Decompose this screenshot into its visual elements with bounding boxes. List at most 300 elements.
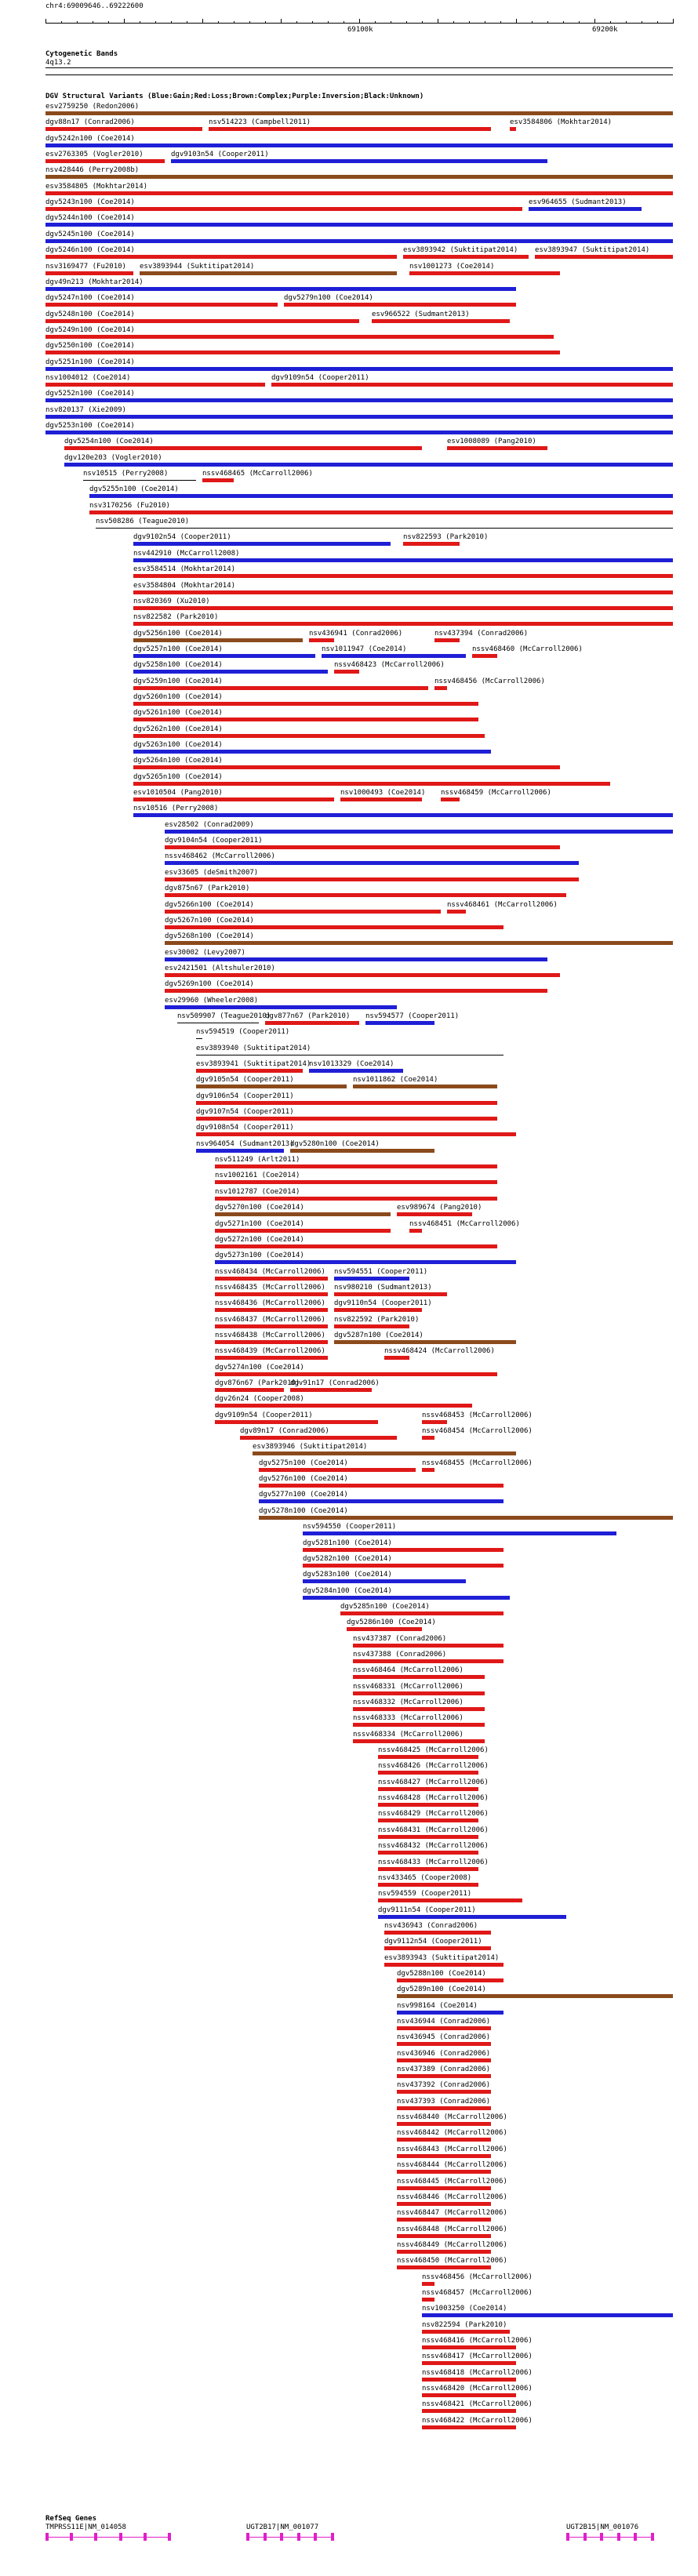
sv-feature-bar[interactable]	[133, 622, 673, 626]
sv-feature-label[interactable]: nssv468444 (McCarroll2006)	[397, 2161, 507, 2170]
sv-feature-bar[interactable]	[215, 1164, 497, 1168]
sv-feature-bar[interactable]	[409, 1229, 422, 1233]
sv-feature-bar[interactable]	[353, 1644, 504, 1648]
sv-feature-label[interactable]: dgv5245n100 (Coe2014)	[45, 230, 135, 238]
sv-feature-label[interactable]: nsv433465 (Cooper2008)	[378, 1873, 472, 1882]
sv-feature-label[interactable]: nsv820369 (Xu2010)	[133, 597, 210, 605]
sv-feature-bar[interactable]	[215, 1372, 497, 1376]
sv-feature-bar[interactable]	[397, 2106, 491, 2110]
sv-feature-label[interactable]: nssv468464 (McCarroll2006)	[353, 1666, 464, 1675]
sv-feature-bar[interactable]	[45, 159, 165, 163]
sv-feature-bar[interactable]	[64, 463, 673, 467]
sv-feature-label[interactable]: dgv5282n100 (Coe2014)	[303, 1554, 392, 1563]
sv-feature-label[interactable]: dgv5253n100 (Coe2014)	[45, 422, 135, 430]
sv-feature-label[interactable]: nsv1004012 (Coe2014)	[45, 373, 131, 382]
sv-feature-label[interactable]: nssv468428 (McCarroll2006)	[378, 1794, 489, 1803]
sv-feature-label[interactable]: nssv468440 (McCarroll2006)	[397, 2113, 507, 2122]
sv-feature-label[interactable]: dgv5265n100 (Coe2014)	[133, 772, 223, 781]
sv-feature-label[interactable]: nssv468331 (McCarroll2006)	[353, 1682, 464, 1691]
sv-feature-bar[interactable]	[441, 798, 460, 801]
sv-feature-label[interactable]: dgv5266n100 (Coe2014)	[165, 900, 254, 909]
sv-feature-label[interactable]: nssv468417 (McCarroll2006)	[422, 2353, 533, 2361]
sv-feature-label[interactable]: nssv468439 (McCarroll2006)	[215, 1347, 325, 1356]
sv-feature-label[interactable]: nssv468424 (McCarroll2006)	[384, 1347, 495, 1356]
sv-feature-label[interactable]: nssv468431 (McCarroll2006)	[378, 1826, 489, 1834]
sv-feature-bar[interactable]	[196, 1069, 303, 1073]
sv-feature-label[interactable]: nsv822594 (Park2010)	[422, 2320, 507, 2329]
sv-feature-bar[interactable]	[397, 2218, 491, 2222]
sv-feature-label[interactable]: nsv1013329 (Coe2014)	[309, 1060, 394, 1068]
sv-feature-bar[interactable]	[378, 1915, 566, 1919]
sv-feature-label[interactable]: esv28502 (Conrad2009)	[165, 820, 254, 829]
sv-feature-label[interactable]: nsv1011947 (Coe2014)	[322, 645, 407, 653]
sv-feature-label[interactable]: esv3893943 (Suktitipat2014)	[384, 1953, 500, 1962]
sv-feature-bar[interactable]	[372, 319, 510, 323]
sv-feature-bar[interactable]	[45, 287, 516, 291]
sv-feature-bar[interactable]	[334, 670, 359, 674]
sv-feature-bar[interactable]	[45, 255, 397, 259]
sv-feature-label[interactable]: dgv88n17 (Conrad2006)	[45, 118, 135, 127]
sv-feature-bar[interactable]	[215, 1260, 516, 1264]
sv-feature-bar[interactable]	[397, 2202, 491, 2206]
sv-feature-label[interactable]: nssv468423 (McCarroll2006)	[334, 661, 445, 670]
sv-feature-bar[interactable]	[303, 1548, 504, 1552]
sv-feature-bar[interactable]	[45, 415, 673, 419]
sv-feature-bar[interactable]	[403, 542, 460, 546]
sv-feature-label[interactable]: dgv876n67 (Park2010)	[215, 1379, 300, 1387]
sv-feature-bar[interactable]	[397, 2250, 491, 2254]
sv-feature-label[interactable]: nsv508286 (Teague2010)	[96, 518, 190, 526]
sv-feature-label[interactable]: nsv1011862 (Coe2014)	[353, 1076, 438, 1085]
sv-feature-bar[interactable]	[422, 1436, 434, 1440]
sv-feature-bar[interactable]	[422, 2313, 673, 2317]
sv-feature-label[interactable]: nssv468420 (McCarroll2006)	[422, 2385, 533, 2393]
sv-feature-label[interactable]: nssv468456 (McCarroll2006)	[434, 677, 545, 685]
sv-feature-bar[interactable]	[215, 1404, 472, 1408]
sv-feature-bar[interactable]	[83, 480, 196, 481]
sv-feature-label[interactable]: nssv468333 (McCarroll2006)	[353, 1714, 464, 1723]
sv-feature-bar[interactable]	[303, 1596, 510, 1600]
sv-feature-label[interactable]: dgv9106n54 (Cooper2011)	[196, 1092, 294, 1100]
sv-feature-label[interactable]: dgv9109n54 (Cooper2011)	[215, 1411, 313, 1419]
sv-feature-bar[interactable]	[397, 2154, 491, 2158]
sv-feature-label[interactable]: dgv9105n54 (Cooper2011)	[196, 1076, 294, 1085]
sv-feature-bar[interactable]	[378, 1755, 478, 1759]
sv-feature-bar[interactable]	[240, 1436, 397, 1440]
sv-feature-bar[interactable]	[309, 1069, 403, 1073]
sv-feature-bar[interactable]	[384, 1931, 491, 1935]
sv-feature-label[interactable]: dgv5247n100 (Coe2014)	[45, 294, 135, 303]
sv-feature-label[interactable]: dgv9102n54 (Cooper2011)	[133, 533, 231, 542]
sv-feature-bar[interactable]	[397, 2265, 491, 2269]
sv-feature-bar[interactable]	[265, 1021, 359, 1025]
sv-feature-label[interactable]: nsv594559 (Cooper2011)	[378, 1890, 472, 1898]
sv-feature-label[interactable]: dgv5289n100 (Coe2014)	[397, 1986, 486, 1994]
sv-feature-bar[interactable]	[133, 718, 478, 721]
sv-feature-bar[interactable]	[397, 2138, 491, 2142]
sv-feature-bar[interactable]	[133, 686, 428, 690]
sv-feature-bar[interactable]	[165, 989, 547, 993]
sv-feature-bar[interactable]	[422, 2425, 516, 2429]
sv-feature-bar[interactable]	[202, 478, 234, 482]
sv-feature-label[interactable]: nsv594551 (Cooper2011)	[334, 1267, 428, 1276]
sv-feature-bar[interactable]	[215, 1277, 328, 1281]
sv-feature-bar[interactable]	[334, 1340, 516, 1344]
sv-feature-bar[interactable]	[397, 1994, 673, 1998]
sv-feature-bar[interactable]	[378, 1835, 478, 1839]
sv-feature-bar[interactable]	[253, 1451, 516, 1455]
sv-feature-label[interactable]: nsv436941 (Conrad2006)	[309, 629, 403, 638]
sv-feature-label[interactable]: esv1010504 (Pang2010)	[133, 789, 223, 798]
sv-feature-bar[interactable]	[165, 1005, 397, 1009]
sv-feature-label[interactable]: nsv437389 (Conrad2006)	[397, 2066, 491, 2074]
sv-feature-label[interactable]: nsv1003250 (Coe2014)	[422, 2305, 507, 2313]
sv-feature-bar[interactable]	[215, 1324, 328, 1328]
sv-feature-label[interactable]: nsv980210 (Sudmant2013)	[334, 1283, 432, 1292]
sv-feature-label[interactable]: esv3584804 (Mokhtar2014)	[133, 581, 236, 590]
sv-feature-bar[interactable]	[397, 2074, 491, 2078]
sv-feature-bar[interactable]	[45, 207, 522, 211]
sv-feature-label[interactable]: nssv468425 (McCarroll2006)	[378, 1746, 489, 1755]
sv-feature-bar[interactable]	[397, 2058, 491, 2062]
sv-feature-bar[interactable]	[334, 1292, 447, 1296]
sv-feature-label[interactable]: nssv468460 (McCarroll2006)	[472, 645, 583, 653]
sv-feature-bar[interactable]	[133, 558, 673, 562]
sv-feature-label[interactable]: nssv468438 (McCarroll2006)	[215, 1331, 325, 1339]
sv-feature-label[interactable]: nsv594519 (Cooper2011)	[196, 1028, 290, 1037]
sv-feature-label[interactable]: dgv5285n100 (Coe2014)	[340, 1602, 430, 1611]
sv-feature-label[interactable]: dgv5250n100 (Coe2014)	[45, 342, 135, 351]
sv-feature-label[interactable]: nssv468448 (McCarroll2006)	[397, 2225, 507, 2233]
sv-feature-label[interactable]: dgv5254n100 (Coe2014)	[64, 438, 154, 446]
sv-feature-bar[interactable]	[133, 750, 491, 754]
sv-feature-label[interactable]: nsv10516 (Perry2008)	[133, 805, 219, 813]
sv-feature-bar[interactable]	[322, 654, 466, 658]
sv-feature-bar[interactable]	[284, 303, 516, 307]
sv-feature-label[interactable]: nssv468449 (McCarroll2006)	[397, 2240, 507, 2249]
sv-feature-label[interactable]: nsv437387 (Conrad2006)	[353, 1634, 447, 1643]
sv-feature-bar[interactable]	[422, 2378, 516, 2382]
sv-feature-label[interactable]: nssv468332 (McCarroll2006)	[353, 1699, 464, 1706]
sv-feature-label[interactable]: dgv5288n100 (Coe2014)	[397, 1969, 486, 1978]
sv-feature-label[interactable]: dgv5281n100 (Coe2014)	[303, 1539, 392, 1547]
sv-feature-bar[interactable]	[45, 335, 554, 339]
sv-feature-label[interactable]: nsv822592 (Park2010)	[334, 1315, 420, 1324]
sv-feature-label[interactable]: nsv436946 (Conrad2006)	[397, 2049, 491, 2058]
sv-feature-bar[interactable]	[165, 910, 441, 914]
sv-feature-bar[interactable]	[165, 845, 560, 849]
sv-feature-label[interactable]: dgv49n213 (Mokhtar2014)	[45, 278, 144, 286]
sv-feature-label[interactable]: dgv5257n100 (Coe2014)	[133, 645, 223, 653]
gene-intron-line[interactable]	[45, 2537, 171, 2538]
sv-feature-bar[interactable]	[378, 1818, 478, 1822]
sv-feature-label[interactable]: esv2421501 (Altshuler2010)	[165, 964, 275, 972]
sv-feature-label[interactable]: nssv468456 (McCarroll2006)	[422, 2273, 533, 2281]
sv-feature-label[interactable]: nsv3169477 (Fu2010)	[45, 262, 126, 271]
sv-feature-label[interactable]: dgv5284n100 (Coe2014)	[303, 1586, 392, 1595]
sv-feature-label[interactable]: dgv5274n100 (Coe2014)	[215, 1363, 304, 1372]
sv-feature-label[interactable]: nssv468459 (McCarroll2006)	[441, 789, 551, 798]
sv-feature-bar[interactable]	[422, 2409, 516, 2413]
sv-feature-bar[interactable]	[353, 1707, 485, 1711]
sv-feature-label[interactable]: nsv437394 (Conrad2006)	[434, 629, 529, 638]
sv-feature-bar[interactable]	[215, 1197, 497, 1201]
sv-feature-bar[interactable]	[403, 255, 529, 259]
sv-feature-bar[interactable]	[165, 861, 579, 865]
sv-feature-label[interactable]: dgv5249n100 (Coe2014)	[45, 325, 135, 334]
sv-feature-label[interactable]: dgv91n17 (Conrad2006)	[290, 1379, 380, 1387]
sv-feature-bar[interactable]	[353, 1723, 485, 1727]
sv-feature-bar[interactable]	[334, 1308, 422, 1312]
sv-feature-bar[interactable]	[133, 574, 673, 578]
sv-feature-bar[interactable]	[290, 1149, 434, 1153]
sv-feature-bar[interactable]	[535, 255, 673, 259]
sv-feature-label[interactable]: nssv468457 (McCarroll2006)	[422, 2288, 533, 2297]
sv-feature-label[interactable]: dgv5246n100 (Coe2014)	[45, 246, 135, 255]
sv-feature-label[interactable]: dgv5259n100 (Coe2014)	[133, 677, 223, 685]
sv-feature-label[interactable]: nsv509907 (Teague2010)	[177, 1012, 271, 1020]
sv-feature-bar[interactable]	[353, 1691, 485, 1695]
sv-feature-label[interactable]: nsv820137 (Xie2009)	[45, 405, 126, 414]
sv-feature-label[interactable]: dgv5262n100 (Coe2014)	[133, 725, 223, 733]
sv-feature-bar[interactable]	[340, 1611, 504, 1615]
sv-feature-bar[interactable]	[196, 1101, 497, 1105]
sv-feature-label[interactable]: nsv1002161 (Coe2014)	[215, 1172, 300, 1180]
sv-feature-bar[interactable]	[472, 654, 497, 658]
sv-feature-label[interactable]: dgv5286n100 (Coe2014)	[347, 1619, 436, 1627]
sv-feature-bar[interactable]	[45, 431, 673, 434]
sv-feature-label[interactable]: dgv9103n54 (Cooper2011)	[171, 151, 269, 159]
sv-feature-label[interactable]: nssv468433 (McCarroll2006)	[378, 1858, 489, 1866]
sv-feature-bar[interactable]	[353, 1675, 485, 1679]
sv-feature-label[interactable]: esv3584514 (Mokhtar2014)	[133, 565, 236, 574]
sv-feature-label[interactable]: dgv5251n100 (Coe2014)	[45, 358, 135, 366]
sv-feature-bar[interactable]	[347, 1627, 422, 1631]
sv-feature-label[interactable]: nssv468454 (McCarroll2006)	[422, 1427, 533, 1436]
sv-feature-label[interactable]: nssv468435 (McCarroll2006)	[215, 1283, 325, 1292]
sv-feature-label[interactable]: dgv9104n54 (Cooper2011)	[165, 837, 263, 845]
sv-feature-label[interactable]: dgv5252n100 (Coe2014)	[45, 390, 135, 398]
sv-feature-label[interactable]: dgv120e203 (Vogler2010)	[64, 453, 162, 462]
sv-feature-bar[interactable]	[290, 1388, 372, 1392]
sv-feature-bar[interactable]	[422, 2330, 510, 2334]
sv-feature-label[interactable]: esv3893941 (Suktitipat2014)	[196, 1060, 311, 1068]
sv-feature-label[interactable]: dgv9107n54 (Cooper2011)	[196, 1108, 294, 1117]
sv-feature-bar[interactable]	[45, 383, 265, 387]
sv-feature-label[interactable]: esv3584806 (Mokhtar2014)	[510, 118, 613, 127]
sv-feature-bar[interactable]	[140, 271, 397, 275]
sv-feature-bar[interactable]	[397, 2090, 491, 2094]
sv-feature-bar[interactable]	[196, 1038, 202, 1039]
sv-feature-label[interactable]: nssv468434 (McCarroll2006)	[215, 1267, 325, 1276]
gene-label[interactable]: UGT2B15|NM_001076	[566, 2523, 639, 2531]
sv-feature-label[interactable]: nsv442910 (McCarroll2008)	[133, 549, 240, 558]
sv-feature-label[interactable]: nsv594577 (Cooper2011)	[365, 1012, 460, 1020]
sv-feature-bar[interactable]	[165, 941, 673, 945]
sv-feature-label[interactable]: esv2759250 (Redon2006)	[45, 103, 140, 111]
sv-feature-bar[interactable]	[303, 1531, 616, 1535]
sv-feature-bar[interactable]	[45, 271, 133, 275]
sv-feature-bar[interactable]	[397, 2122, 491, 2126]
sv-feature-bar[interactable]	[133, 542, 391, 546]
sv-feature-label[interactable]: esv966522 (Sudmant2013)	[372, 310, 470, 318]
sv-feature-bar[interactable]	[133, 702, 478, 706]
sv-feature-label[interactable]: nssv468446 (McCarroll2006)	[397, 2193, 507, 2201]
sv-feature-bar[interactable]	[196, 1085, 347, 1088]
sv-feature-label[interactable]: nssv468465 (McCarroll2006)	[202, 470, 313, 478]
sv-feature-label[interactable]: nssv468432 (McCarroll2006)	[378, 1842, 489, 1851]
sv-feature-bar[interactable]	[215, 1229, 391, 1233]
sv-feature-bar[interactable]	[45, 239, 673, 243]
sv-feature-bar[interactable]	[215, 1212, 391, 1216]
sv-feature-label[interactable]: nssv468462 (McCarroll2006)	[165, 852, 275, 861]
sv-feature-bar[interactable]	[215, 1356, 328, 1360]
sv-feature-bar[interactable]	[45, 367, 673, 371]
sv-feature-bar[interactable]	[45, 175, 673, 179]
sv-feature-bar[interactable]	[353, 1085, 497, 1088]
sv-feature-bar[interactable]	[215, 1180, 497, 1184]
sv-feature-label[interactable]: dgv9112n54 (Cooper2011)	[384, 1938, 482, 1946]
sv-feature-label[interactable]: nssv468429 (McCarroll2006)	[378, 1810, 489, 1818]
sv-feature-label[interactable]: nsv428446 (Perry2008b)	[45, 166, 140, 175]
sv-feature-label[interactable]: dgv5258n100 (Coe2014)	[133, 661, 223, 670]
sv-feature-bar[interactable]	[165, 893, 566, 897]
sv-feature-bar[interactable]	[259, 1499, 504, 1503]
sv-feature-bar[interactable]	[378, 1803, 478, 1807]
sv-feature-bar[interactable]	[259, 1516, 673, 1520]
sv-feature-bar[interactable]	[45, 144, 673, 147]
sv-feature-bar[interactable]	[378, 1898, 522, 1902]
sv-feature-bar[interactable]	[422, 2282, 434, 2286]
sv-feature-label[interactable]: dgv5269n100 (Coe2014)	[165, 980, 254, 989]
sv-feature-bar[interactable]	[133, 765, 560, 769]
sv-feature-label[interactable]: dgv5255n100 (Coe2014)	[89, 485, 179, 494]
sv-feature-label[interactable]: nsv514223 (Campbell2011)	[209, 118, 311, 127]
sv-feature-label[interactable]: nssv468453 (McCarroll2006)	[422, 1411, 533, 1419]
gene-label[interactable]: TMPRSS11E|NM_014058	[45, 2523, 126, 2531]
sv-feature-bar[interactable]	[422, 2361, 516, 2365]
sv-feature-bar[interactable]	[422, 2345, 516, 2349]
sv-feature-label[interactable]: nsv10515 (Perry2008)	[83, 470, 169, 478]
sv-feature-label[interactable]: nsv1012787 (Coe2014)	[215, 1187, 300, 1196]
sv-feature-label[interactable]: esv33605 (deSmith2007)	[165, 868, 259, 877]
sv-feature-bar[interactable]	[409, 271, 560, 275]
sv-feature-label[interactable]: nssv468426 (McCarroll2006)	[378, 1762, 489, 1771]
sv-feature-label[interactable]: dgv5263n100 (Coe2014)	[133, 741, 223, 749]
sv-feature-label[interactable]: dgv9111n54 (Cooper2011)	[378, 1906, 476, 1914]
sv-feature-bar[interactable]	[165, 925, 504, 929]
sv-feature-bar[interactable]	[434, 638, 460, 642]
sv-feature-label[interactable]: nsv822582 (Park2010)	[133, 613, 219, 622]
sv-feature-bar[interactable]	[45, 127, 202, 131]
sv-feature-bar[interactable]	[165, 973, 560, 977]
sv-feature-label[interactable]: nsv436945 (Conrad2006)	[397, 2033, 491, 2042]
sv-feature-label[interactable]: nsv511249 (Arlt2011)	[215, 1156, 300, 1164]
sv-feature-label[interactable]: dgv89n17 (Conrad2006)	[240, 1427, 329, 1436]
sv-feature-label[interactable]: dgv5276n100 (Coe2014)	[259, 1475, 348, 1484]
sv-feature-bar[interactable]	[447, 910, 466, 914]
sv-feature-bar[interactable]	[45, 319, 359, 323]
sv-feature-bar[interactable]	[165, 877, 579, 881]
sv-feature-label[interactable]: dgv5283n100 (Coe2014)	[303, 1571, 392, 1579]
sv-feature-bar[interactable]	[45, 398, 673, 402]
sv-feature-bar[interactable]	[378, 1867, 478, 1871]
sv-feature-bar[interactable]	[384, 1946, 491, 1950]
sv-feature-bar[interactable]	[334, 1277, 409, 1281]
sv-feature-bar[interactable]	[353, 1739, 485, 1743]
sv-feature-bar[interactable]	[397, 2026, 491, 2030]
sv-feature-bar[interactable]	[384, 1963, 504, 1967]
sv-feature-label[interactable]: dgv5267n100 (Coe2014)	[165, 916, 254, 925]
sv-feature-bar[interactable]	[133, 654, 315, 658]
sv-feature-label[interactable]: dgv5244n100 (Coe2014)	[45, 214, 135, 223]
sv-feature-bar[interactable]	[378, 1851, 478, 1855]
sv-feature-bar[interactable]	[397, 2011, 504, 2015]
sv-feature-bar[interactable]	[422, 2298, 434, 2302]
sv-feature-label[interactable]: dgv5256n100 (Coe2014)	[133, 629, 223, 638]
sv-feature-label[interactable]: nssv468422 (McCarroll2006)	[422, 2416, 533, 2425]
sv-feature-bar[interactable]	[397, 1212, 472, 1216]
sv-feature-bar[interactable]	[209, 127, 491, 131]
sv-feature-label[interactable]: dgv5270n100 (Coe2014)	[215, 1204, 304, 1212]
sv-feature-bar[interactable]	[165, 830, 673, 834]
sv-feature-label[interactable]: nssv468455 (McCarroll2006)	[422, 1459, 533, 1467]
sv-feature-bar[interactable]	[45, 303, 278, 307]
sv-feature-label[interactable]: dgv5278n100 (Coe2014)	[259, 1506, 348, 1515]
sv-feature-label[interactable]: dgv9110n54 (Cooper2011)	[334, 1299, 432, 1308]
sv-feature-label[interactable]: nsv437388 (Conrad2006)	[353, 1650, 447, 1659]
sv-feature-label[interactable]: nssv468442 (McCarroll2006)	[397, 2129, 507, 2138]
sv-feature-label[interactable]: dgv877n67 (Park2010)	[265, 1012, 351, 1020]
sv-feature-label[interactable]: dgv5268n100 (Coe2014)	[165, 932, 254, 941]
sv-feature-label[interactable]: nsv998164 (Coe2014)	[397, 2001, 478, 2010]
sv-feature-label[interactable]: dgv26n24 (Cooper2008)	[215, 1395, 304, 1404]
sv-feature-label[interactable]: esv29960 (Wheeler2008)	[165, 996, 259, 1005]
sv-feature-bar[interactable]	[397, 1978, 504, 1982]
sv-feature-bar[interactable]	[215, 1244, 497, 1248]
sv-feature-bar[interactable]	[196, 1117, 497, 1121]
sv-feature-label[interactable]: nssv468450 (McCarroll2006)	[397, 2257, 507, 2265]
sv-feature-bar[interactable]	[303, 1579, 466, 1583]
sv-feature-bar[interactable]	[353, 1659, 504, 1663]
sv-feature-bar[interactable]	[45, 111, 673, 115]
sv-feature-label[interactable]: nsv822593 (Park2010)	[403, 533, 489, 542]
sv-feature-label[interactable]: nsv436943 (Conrad2006)	[384, 1921, 478, 1930]
sv-feature-bar[interactable]	[133, 606, 673, 610]
sv-feature-bar[interactable]	[215, 1420, 378, 1424]
sv-feature-bar[interactable]	[365, 1021, 434, 1025]
sv-feature-label[interactable]: dgv5261n100 (Coe2014)	[133, 709, 223, 718]
sv-feature-label[interactable]: esv2763305 (Vogler2010)	[45, 151, 144, 159]
sv-feature-bar[interactable]	[303, 1564, 504, 1568]
sv-feature-bar[interactable]	[422, 2393, 516, 2397]
sv-feature-bar[interactable]	[397, 2234, 491, 2238]
sv-feature-label[interactable]: dgv5273n100 (Coe2014)	[215, 1252, 304, 1260]
sv-feature-label[interactable]: esv3893944 (Suktitipat2014)	[140, 262, 255, 271]
sv-feature-bar[interactable]	[133, 670, 328, 674]
sv-feature-bar[interactable]	[378, 1883, 478, 1887]
sv-feature-bar[interactable]	[397, 2170, 491, 2174]
sv-feature-label[interactable]: nsv436944 (Conrad2006)	[397, 2018, 491, 2026]
sv-feature-label[interactable]: dgv5242n100 (Coe2014)	[45, 134, 135, 143]
sv-feature-bar[interactable]	[529, 207, 642, 211]
sv-feature-label[interactable]: dgv5287n100 (Coe2014)	[334, 1331, 424, 1339]
sv-feature-bar[interactable]	[133, 798, 334, 801]
sv-feature-label[interactable]: nssv468445 (McCarroll2006)	[397, 2177, 507, 2185]
sv-feature-bar[interactable]	[271, 383, 673, 387]
sv-feature-bar[interactable]	[45, 223, 673, 227]
sv-feature-bar[interactable]	[397, 2186, 491, 2190]
